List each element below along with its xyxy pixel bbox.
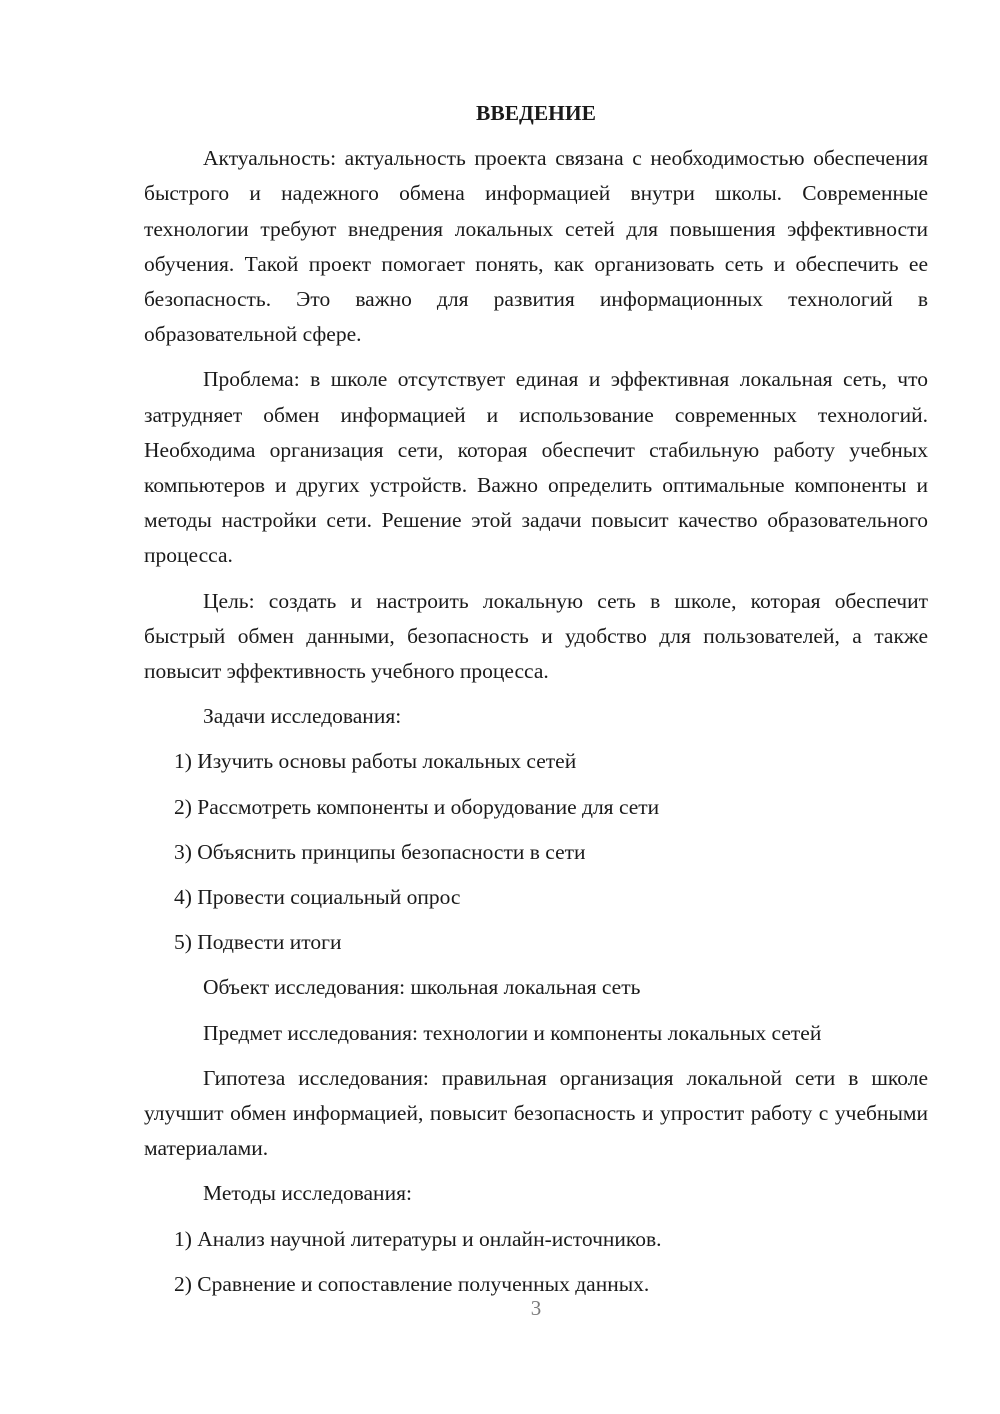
- page-number: 3: [530, 1296, 542, 1320]
- research-subject: Предмет исследования: технологии и компоненты локальных сетей: [203, 1020, 822, 1045]
- method-item: 1) Анализ научной литературы и онлайн-источников.: [174, 1226, 662, 1251]
- task-item: 2) Рассмотреть компоненты и оборудование для сети: [174, 794, 660, 819]
- hypothesis-paragraph: Гипотеза исследования: правильная организация локальной сети в школе улучшит обмен информацией, повысит безопасность и упростит работу с учебными материалами.: [144, 1065, 928, 1161]
- method-item: 2) Сравнение и сопоставление полученных данных.: [174, 1271, 650, 1296]
- task-item: 5) Подвести итоги: [174, 930, 342, 955]
- section-heading: ВВЕДЕНИЕ: [476, 101, 596, 125]
- methods-title: Методы исследования:: [203, 1181, 412, 1206]
- document-page: [144, 96, 928, 1312]
- goal-paragraph: Цель: создать и настроить локальную сеть в школе, которая обеспечит быстрый обмен данными, безопасность и удобство для пользователей, а также повысит эффективность учебного процесса.: [144, 588, 928, 684]
- relevance-paragraph: Актуальность: актуальность проекта связана с необходимостью обеспечения быстрого и надежного обмена информацией внутри школы. Современные технологии требуют внедрения локальных сетей для повышения эффективности обучения. Такой проект помогает понять, как организовать сеть и обеспечить ее безопасность. Это важно для развития информационных технологий в образовательной сфере.: [144, 146, 928, 347]
- tasks-title: Задачи исследования:: [203, 704, 402, 729]
- task-item: 1) Изучить основы работы локальных сетей: [174, 749, 577, 774]
- task-item: 4) Провести социальный опрос: [174, 885, 461, 910]
- problem-paragraph: Проблема: в школе отсутствует единая и эффективная локальная сеть, что затрудняет обмен информацией и использование современных технологий. Необходима организация сети, которая обеспечит стабильную работу учебных компьютеров и других устройств. Важно определить оптимальные компоненты и методы настройки сети. Решение этой задачи повысит качество образовательного процесса.: [144, 367, 928, 568]
- research-object: Объект исследования: школьная локальная сеть: [203, 975, 641, 1000]
- task-item: 3) Объяснить принципы безопасности в сети: [174, 839, 586, 864]
